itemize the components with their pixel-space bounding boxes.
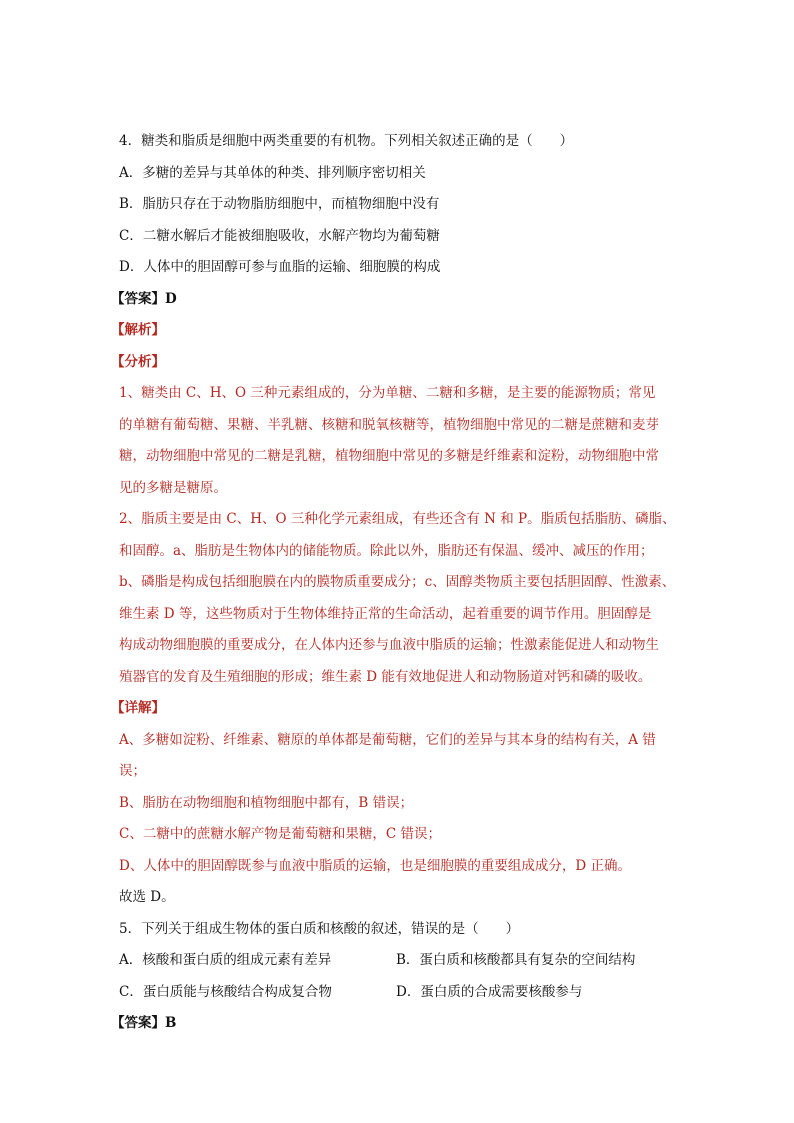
analysis-line: 构成动物细胞膜的重要成分，在人体内还参与血液中脂质的运输；性激素能促进人和动物生 — [119, 637, 659, 653]
answer-label: 【答案】 — [111, 290, 165, 307]
detail-line: 误； — [119, 763, 146, 779]
q4-conclusion: 故选 D。 — [119, 889, 175, 905]
xiangjie-label: 【详解】 — [111, 700, 165, 716]
q5-options-row-1 — [119, 945, 679, 977]
q4-stem: 4．糖类和脂质是细胞中两类重要的有机物。下列相关叙述正确的是（ ） — [119, 133, 574, 149]
q5-answer — [111, 1008, 679, 1040]
q4-answer — [111, 284, 679, 316]
answer-value: B — [165, 1015, 177, 1031]
analysis-block — [119, 378, 679, 693]
analysis-line: 的单糖有葡萄糖、果糖、半乳糖、核糖和脱氧核糖等，植物细胞中常见的二糖是蔗糖和麦芽 — [119, 416, 659, 433]
analysis-line: 和固醇。a、脂肪是生物体内的储能物质。除此以外，脂肪还有保温、缓冲、减压的作用； — [119, 542, 654, 559]
q4-option-d: D．人体中的胆固醇可参与血脂的运输、细胞膜的构成 — [119, 259, 441, 275]
analysis-line: 2、脂质主要是由 C、H、O 三种化学元素组成，有些还含有 N 和 P。脂质包括脂肪、磷脂、 — [119, 511, 676, 527]
q5-option-d: D．蛋白质的合成需要核酸参与 — [396, 983, 583, 1000]
q4-option-b: B．脂肪只存在于动物脂肪细胞中，而植物细胞中没有 — [119, 196, 440, 212]
fenxi-label: 【分析】 — [111, 353, 165, 370]
analysis-line: b、磷脂是构成包括细胞膜在内的膜物质重要成分；c、固醇类物质主要包括胆固醇、性激素、 — [119, 574, 676, 590]
answer-label: 【答案】 — [111, 1015, 165, 1031]
answer-value: D — [165, 290, 177, 307]
analysis-line: 殖器官的发育及生殖细胞的形成；维生素 D 能有效地促进人和动物肠道对钙和磷的吸收。 — [119, 668, 652, 685]
analysis-line: 1、糖类由 C、H、O 三种元素组成的，分为单糖、二糖和多糖，是主要的能源物质；常见 — [119, 385, 656, 401]
question-content — [111, 126, 679, 1040]
detail-line: B、脂肪在动物细胞和植物细胞中都有，B 错误； — [119, 794, 414, 811]
detail-block — [119, 725, 679, 883]
detail-line: A、多糖如淀粉、纤维素、糖原的单体都是葡萄糖，它们的差异与其本身的结构有关，A 错 — [119, 731, 656, 748]
q4-option-a: A．多糖的差异与其单体的种类、排列顺序密切相关 — [119, 164, 426, 181]
detail-line: D、人体中的胆固醇既参与血液中脂质的运输，也是细胞膜的重要组成成分，D 正确。 — [119, 857, 631, 874]
detail-line: C、二糖中的蔗糖水解产物是葡萄糖和果糖，C 错误； — [119, 826, 441, 842]
analysis-line: 见的多糖是糖原。 — [119, 479, 227, 496]
analysis-line: 糖，动物细胞中常见的二糖是乳糖，植物细胞中常见的多糖是纤维素和淀粉，动物细胞中常 — [119, 448, 659, 464]
q5-option-c: C．蛋白质能与核酸结合构成复合物 — [119, 983, 332, 1000]
q5-option-a: A．核酸和蛋白质的组成元素有差异 — [119, 952, 332, 968]
jiexi-label: 【解析】 — [111, 322, 165, 338]
analysis-line: 维生素 D 等，这些物质对于生物体维持正常的生命活动，起着重要的调节作用。胆固醇是 — [119, 605, 652, 622]
q5-options-row-2 — [119, 977, 679, 1009]
q5-stem: 5．下列关于组成生物体的蛋白质和核酸的叙述，错误的是（ ） — [119, 920, 520, 937]
q5-option-b: B．蛋白质和核酸都具有复杂的空间结构 — [396, 952, 636, 968]
q4-option-c: C．二糖水解后才能被细胞吸收，水解产物均为葡萄糖 — [119, 227, 440, 244]
